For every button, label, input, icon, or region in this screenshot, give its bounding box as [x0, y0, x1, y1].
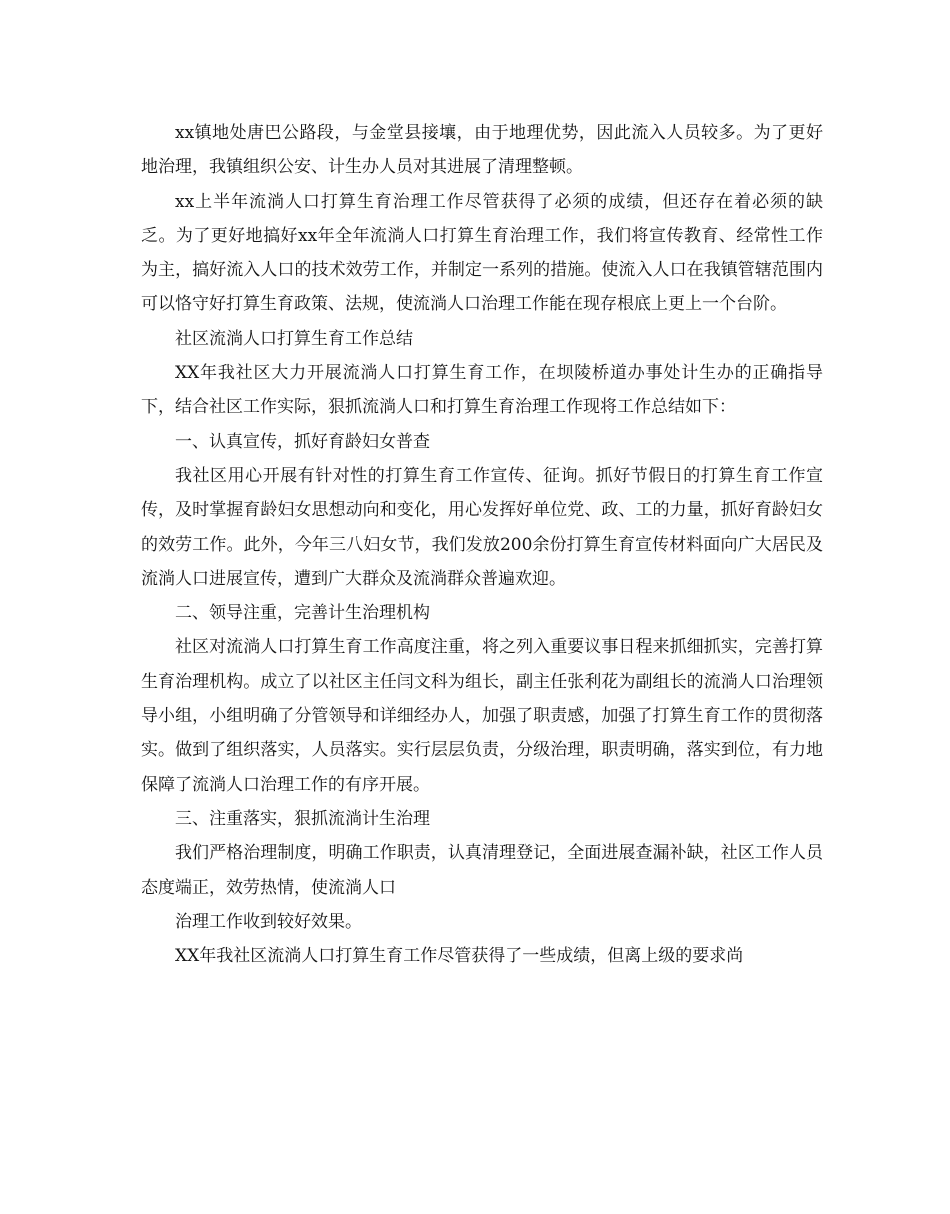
- heading-2: 二、领导注重，完善计生治理机构: [175, 603, 430, 624]
- paragraph-5: 社区对流淌人口打算生育工作高度注重，将之列入重要议事日程来抓细抓实，完善打算生育治理机构。成立了以社区主任闫文科为组长，副主任张利花为副组长的流淌人口治理领导小组，小组明确了分管领导和详细经办人，加强了职责感，加强了打算生育工作的贯彻落实。做到了组织落实，人员落实。实行层层负责，分级治理，职责明确，落实到位，有力地保障了流淌人口治理工作的有序开展。: [141, 637, 823, 795]
- paragraph-8: XX年我社区流淌人口打算生育工作尽管获得了一些成绩，但离上级的要求尚: [175, 946, 744, 967]
- paragraph-7: 治理工作收到较好效果。: [175, 911, 362, 932]
- section-title: 社区流淌人口打算生育工作总结: [175, 328, 413, 349]
- paragraph-1: xx镇地处唐巴公路段，与金堂县接壤，由于地理优势，因此流入人员较多。为了更好地治理，我镇组织公安、计生办人员对其进展了清理整顿。: [141, 123, 823, 178]
- paragraph-6: 我们严格治理制度，明确工作职责，认真清理登记，全面进展查漏补缺，社区工作人员态度端正，效劳热情，使流淌人口: [141, 843, 823, 898]
- document-body: [141, 116, 823, 973]
- paragraph-2: xx上半年流淌人口打算生育治理工作尽管获得了必须的成绩，但还存在着必须的缺乏。为了更好地搞好xx年全年流淌人口打算生育治理工作，我们将宣传教育、经常性工作为主，搞好流入人口的技术效劳工作，并制定一系列的措施。使流入人口在我镇管辖范围内可以恪守好打算生育政策、法规，使流淌人口治理工作能在现存根底上更上一个台阶。: [141, 191, 823, 315]
- paragraph-4: 我社区用心开展有针对性的打算生育工作宣传、征询。抓好节假日的打算生育工作宣传，及时掌握育龄妇女思想动向和变化，用心发挥好单位党、政、工的力量，抓好育龄妇女的效劳工作。此外，今年三八妇女节，我们发放200余份打算生育宣传材料面向广大居民及流淌人口进展宣传，遭到广大群众及流淌群众普遍欢迎。: [141, 465, 823, 589]
- heading-3: 三、注重落实，狠抓流淌计生治理: [175, 808, 430, 829]
- heading-1: 一、认真宣传，抓好育龄妇女普查: [175, 431, 430, 452]
- paragraph-3: XX年我社区大力开展流淌人口打算生育工作，在坝陵桥道办事处计生办的正确指导下，结合社区工作实际，狠抓流淌人口和打算生育治理工作现将工作总结如下：: [141, 363, 823, 418]
